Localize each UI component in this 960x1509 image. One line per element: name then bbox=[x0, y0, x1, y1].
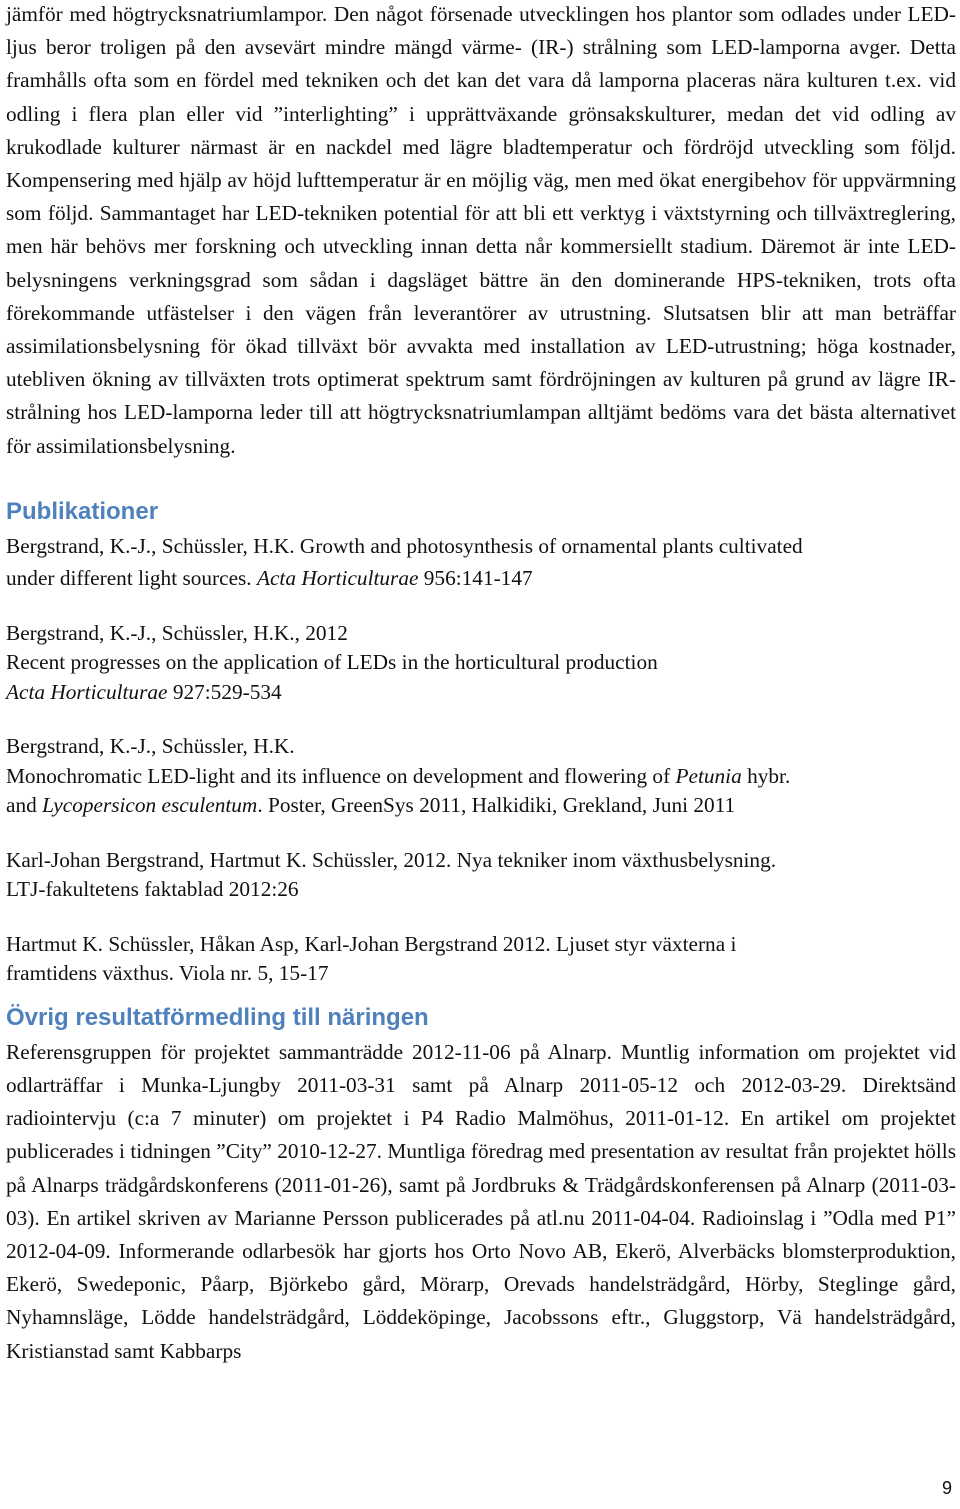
publication-item bbox=[6, 619, 956, 708]
intro-paragraph: jämför med högtrycksnatriumlampor. Den något försenade utvecklingen hos plantor som odlades under LED-ljus beror troligen på den avsevärt mindre mängd värme- (IR-) strålning som LED-lamporna avger. Detta framhålls ofta som en fördel med tekniken och det kan det vara då lamporna placeras nära kulturen t.ex. vid odling i flera plan eller vid ”interlighting” i upprättväxande grönsakskulturer, medan det vid odling av krukodlade kulturer närmast är en nackdel med lägre bladtemperatur och fördröjd utveckling som följd. Kompensering med hjälp av höjd lufttemperatur är en möjlig väg, men med ökat energibehov för uppvärmning som följd. Sammantaget har LED-tekniken potential för att bli ett verktyg i växtstyrning och tillväxtreglering, men här behövs mer forskning och utveckling innan detta når kommersiellt stadium. Däremot är inte LED-belysningens verkningsgrad som sådan i dagsläget bättre än den dominerande HPS-tekniken, trots ofta förekommande utfästelser i den vägen från leverantörer av utrustning. Slutsatsen blir att man beträffar assimilationsbelysning för ökad tillväxt bör avvakta med installation av LED-utrustning; höga kostnader, utebliven ökning av tillväxten trots optimerat spektrum samt fördröjningen av kulturen på grund av lägre IR-strålning hos LED-lamporna leder till att högtrycksnatriumlampan alltjämt bedöms vara det bästa alternativet för assimilationsbelysning. bbox=[6, 2, 956, 458]
document-page bbox=[6, 0, 956, 1368]
outreach-heading: Övrig resultatförmedling till näringen bbox=[6, 1003, 429, 1031]
publication-source: Acta Horticulturae 927:529-534 bbox=[6, 679, 282, 704]
publication-line: Hartmut K. Schüssler, Håkan Asp, Karl-Johan Bergstrand 2012. Ljuset styr växterna i bbox=[6, 931, 737, 956]
publication-title: Recent progresses on the application of LEDs in the horticultural production bbox=[6, 650, 658, 675]
publication-line: LTJ-fakultetens faktablad 2012:26 bbox=[6, 877, 299, 902]
publication-title: Monochromatic LED-light and its influence on development and flowering of Petunia hybr. bbox=[6, 763, 791, 788]
publication-line: framtidens växthus. Viola nr. 5, 15-17 bbox=[6, 961, 329, 986]
publication-line: Bergstrand, K.-J., Schüssler, H.K. Growth and photosynthesis of ornamental plants cultivated bbox=[6, 533, 803, 558]
publication-item bbox=[6, 530, 956, 594]
publication-line: under different light sources. Acta Horticulturae 956:141-147 bbox=[6, 565, 533, 590]
publication-line: Karl-Johan Bergstrand, Hartmut K. Schüssler, 2012. Nya tekniker inom växthusbelysning. bbox=[6, 847, 777, 872]
journal-name: Acta Horticulturae bbox=[256, 565, 419, 590]
publication-authors: Bergstrand, K.-J., Schüssler, H.K., 2012 bbox=[6, 620, 348, 645]
publication-item bbox=[6, 846, 956, 905]
publications-heading: Publikationer bbox=[6, 497, 159, 525]
publication-authors: Bergstrand, K.-J., Schüssler, H.K. bbox=[6, 734, 295, 759]
journal-name: Acta Horticulturae bbox=[6, 679, 168, 704]
publication-item bbox=[6, 732, 956, 821]
publication-item bbox=[6, 930, 956, 989]
publication-source: and Lycopersicon esculentum. Poster, GreenSys 2011, Halkidiki, Grekland, Juni 2011 bbox=[6, 793, 736, 818]
page-number: 9 bbox=[941, 1478, 952, 1498]
outreach-paragraph: Referensgruppen för projektet sammanträdde 2012-11-06 på Alnarp. Muntlig information om projektet vid odlarträffar i Munka-Ljungby 2011-03-31 samt på Alnarp 2011-05-12 och 2012-03-29. Direktsänd radiointervju (c:a 7 minuter) om projektet i P4 Radio Malmöhus, 2011-01-12. En artikel om projektet publicerades i tidningen ”City” 2010-12-27. Muntliga föredrag med presentation av resultat från projektet hölls på Alnarps trädgårdskonferens (2011-01-26), samt på Jordbruks & Trädgårdskonferensen på Alnarp (2011-03-03). En artikel skriven av Marianne Persson publicerades på atl.nu 2011-04-04. Radioinslag i ”Odla med P1” 2012-04-09. Informerande odlarbesök har gjorts hos Orto Novo AB, Ekerö, Alverbäcks blomsterproduktion, Ekerö, Swedeponic, Påarp, Björkebo gård, Mörarp, Orevads handelsträdgård, Hörby, Steglinge gård, Nyhamnsläge, Lödde handelsträdgård, Löddeköpinge, Jacobssons eftr., Gluggstorp, Vä handelsträdgård, Kristianstad samt Kabbarps bbox=[6, 1039, 956, 1363]
